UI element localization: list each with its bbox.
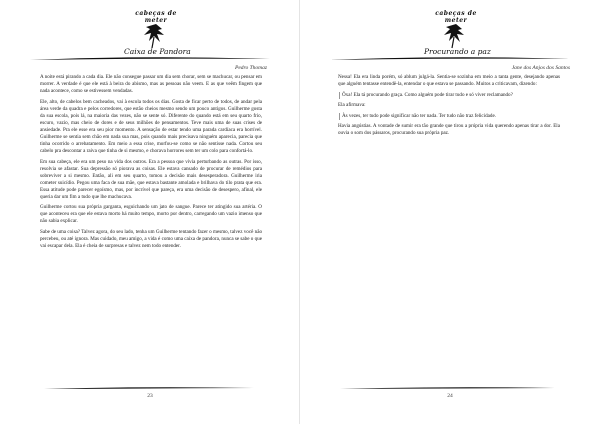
header-swoosh	[330, 56, 570, 62]
paragraph: Havia angústias. A vontade de sumir era tão grande que tirou a própria vida querendo apenas tirar a dor. Ela ouvia o som dos pássaros, procurando sua própria paz.	[338, 123, 560, 137]
footer-swoosh	[340, 386, 555, 391]
story-text	[40, 74, 262, 254]
paragraph: A noite está pirando a cada dia. Ele não consegue passar um dia sem chorar, sem se machucar, ou pensar em morrer. A verdade é que ele está à beira do abismo, mas as pessoas não veem. E as que veêm fingem que nada acontece, como se estivessem vendadas.	[40, 74, 262, 95]
bird-icon	[438, 20, 474, 50]
paragraph: Sabe de uma coisa? Talvez agora, do seu lado, tenha um Guilherme tentando fazer o mesmo, talvez você não percebeu, ou até ignora. Mas cuidado, meu amigo, a vida é como uma caixa de pandora, nunca se sabe o que vai escapar dela. Ela é cheia de surpresas e talvez nem todo entender.	[40, 228, 262, 250]
footer-swoosh	[44, 386, 254, 391]
logo-brand-text: cabeças de meter	[435, 10, 477, 24]
header-swoosh	[30, 56, 270, 62]
page-number: 24	[447, 393, 453, 399]
logo-brand-text: cabeças de meter	[135, 10, 177, 24]
paragraph: Nessa! Ela era linda porém, só ablum julgá-la. Sentia-se sozinha em meio a tanta gente, desejando apenas que alguém tentasse entendê-la, entendar o que estava se passando. Muitos a criticavam, dizendo:	[338, 74, 560, 88]
paragraph: Em sua cabeça, ele era um peso na vida dos outros. Era a pessoa que vivia perturbando as outras. Por isso, resolvia se afastar. Sua depressão só piorava as coisas. Ele estava cansado de procurar de remédios para sobreviver a si mesmo. Então, ali em seu quarto, tomou a decisão mais desesperadora. Guilherme iria cometer suicídio. Pegou uma faca de sua mãe, que estava bastante amolada e brilhava do tilo prata que era. Essa atitude pode parecer egoísmo, mas, por incrível que pareça, era uma decisão de desespero, afinal, ele queria dar um fim a tudo que lhe machucava.	[40, 158, 262, 200]
author-name: Pedro Thomaz	[234, 65, 267, 71]
bird-icon	[138, 20, 174, 50]
page-number: 23	[147, 393, 153, 399]
dialogue-line: Às vezes, ter tudo pode significar não ter nada. Ter tudo não traz felicidade.	[339, 113, 560, 120]
chapter-title: Procurando a paz	[424, 47, 491, 56]
right-page	[300, 0, 600, 424]
author-name: Jane dos Anjos dos Santos	[511, 65, 570, 71]
dialogue-line: Ôxa! Ela tá procurando graça. Como alguém pode tirar tudo e só viver reclamando?	[339, 92, 560, 99]
chapter-title: Caixa de Pandora	[124, 47, 191, 56]
paragraph: Ela afirmava:	[338, 102, 366, 109]
paragraph: Guilherme cortou sua própria garganta, esguichando um jato de sangue. Parece ter atingido sua artéria. O que aconteceu era que ele estava morto há muito tempo, morto por dentro, carregando um vazio imenso que não sabia explicar.	[40, 204, 262, 225]
paragraph: Ele, alto, de cabelos bem cacheados, vai à escola todos os dias. Gosta de ficar perto de todos, de andar pela área verde da quadra e pelos corredores, que estão cheios mesmo sendo um pouco antigos. Guilherme gosta da sua escola, pois lá, na maioria das vezes, não se sente só. Diferente do quando está em seu quarto frio, escuro, vazio, mas cheio de dores e de seus milhões de pensamentos. Teve mais uma de suas crises de ansiedade. Pra ele esse era seu pior momento. A sensação de estar tendo uma parada cardíaca era horrível. Guilherme se sentia sem chão em nada sua mas, pois quando mais precisava ninguém aparecia, parecia que tinha ocorrido o arrebatamento. Em meio a essa crise, morfou-se como se não sentisse nada. Cortou seu cabelo pra descontar a raiva que tinha de si mesmo, e chorava horrores sem ter um colo para confortá-lo.	[40, 98, 262, 154]
story-text	[338, 74, 560, 141]
